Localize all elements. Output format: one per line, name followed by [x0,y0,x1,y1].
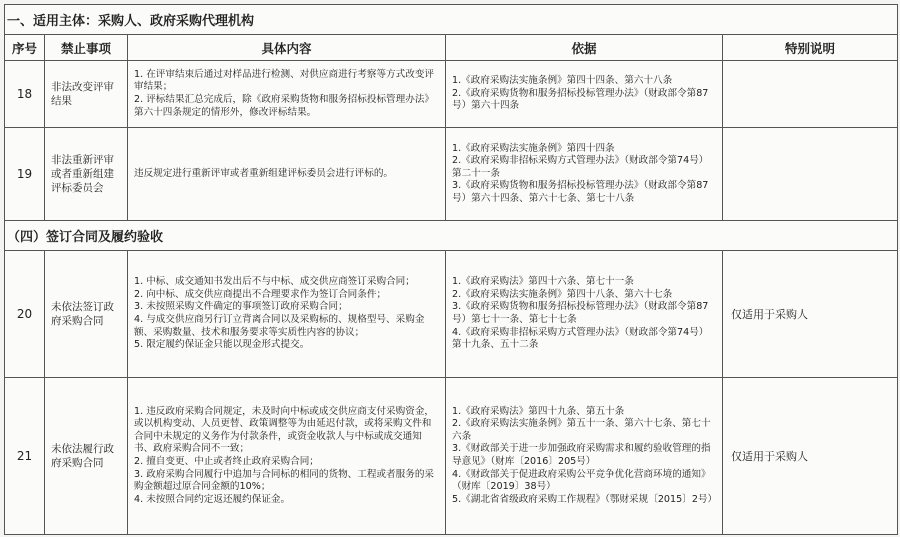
content-line: 1. 在评审结束后通过对样品进行检测、对供应商进行考察等方式改变评审结果； [134,68,435,93]
table-row [5,251,898,378]
content-line: 4. 与成交供应商另行订立背离合同以及采购标的、规格型号、采购金额、采购数量、技术和服务要求等实质性内容的协议； [134,314,425,338]
note-cell [723,128,898,221]
section-title-subject: 一、适用主体：采购人、政府采购代理机构 [5,5,898,35]
basis-line: 1.《政府采购法实施条例》第四十四条 [452,142,615,154]
content-cell [128,128,446,221]
basis-line: 2.《政府采购非招标采购方式管理办法》（财政部令第74号）第二十一条 [452,155,709,179]
basis-line: 3.《政府采购货物和服务招标投标管理办法》（财政部令第87号）第六十四条、第六十七条、第七十八条 [452,180,709,204]
row-number: 19 [5,128,45,221]
basis-cell [446,128,723,221]
prohibited-item: 未依法签订政府采购合同 [45,251,128,378]
content-line: 2. 擅自变更、中止或者终止政府采购合同； [134,456,319,467]
header-note: 特别说明 [723,35,898,61]
basis-line: 2.《政府采购法实施条例》第四十八条、第六十七条 [452,288,673,300]
note-cell [723,61,898,128]
row-number: 21 [5,378,45,535]
basis-line: 4.《财政部关于促进政府采购公平竞争优化营商环境的通知》（财库〔2019〕38号） [452,468,711,493]
table-row [5,128,898,221]
header-content: 具体内容 [128,35,446,61]
content-line: 2. 向中标、成交供应商提出不合理要求作为签订合同条件； [134,288,387,300]
content-line: 3. 政府采购合同履行中追加与合同标的相同的货物、工程或者服务的采购金额超过原合同金额的10%； [134,468,435,493]
content-line: 1. 违反政府采购合同规定，未及时向中标或成交供应商支付采购资金，或以机构变动、人员更替、政策调整等为由延迟付款，或将采购文件和合同中未规定的义务作为付款条件，或资金收款人与中标或成交通知书、政府采购合同不一致； [134,405,435,455]
section-banner-contract [5,221,898,251]
content-line: 2. 评标结果汇总完成后，除《政府采购货物和服务招标投标管理办法》第六十四条规定的情形外，修改评标结果。 [134,94,435,118]
content-cell [128,61,446,128]
prohibited-item: 未依法履行政府采购合同 [45,378,128,535]
basis-line: 2.《政府采购货物和服务招标投标管理办法》（财政部令第87号）第六十四条 [452,87,709,112]
regulation-table-sheet [4,4,897,534]
table-header-row [5,35,898,61]
content-line: 5. 限定履约保证金只能以现金形式提交。 [134,339,310,351]
basis-line: 1.《政府采购法》第四十九条、第五十条 [452,405,625,417]
basis-cell [446,251,723,378]
header-no: 序号 [5,35,45,61]
prohibited-item: 非法重新评审或者重新组建评标委员会 [45,128,128,221]
basis-cell [446,378,723,535]
content-line: 1. 中标、成交通知书发出后不与中标、成交供应商签订采购合同； [134,276,415,288]
section-title-contract: （四）签订合同及履约验收 [5,221,898,251]
prohibited-item: 非法改变评审结果 [45,61,128,128]
content-line: 违反规定进行重新评审或者重新组建评标委员会进行评标的。 [134,167,394,179]
content-cell [128,378,446,535]
basis-line: 2.《政府采购法实施条例》第五十一条、第六十七条、第七十六条 [452,418,711,442]
content-cell [128,251,446,378]
row-number: 18 [5,61,45,128]
basis-line: 3.《财政部关于进一步加强政府采购需求和履约验收管理的指导意见》（财库〔2016〕205号） [452,443,711,467]
basis-line: 5.《湖北省省级政府采购工作规程》（鄂财采规〔2015〕2号） [452,493,718,505]
note-cell: 仅适用于采购人 [723,251,898,378]
basis-cell [446,61,723,128]
basis-line: 4.《政府采购非招标采购方式管理办法》（财政部令第74号）第十九条、五十二条 [452,326,709,351]
basis-line: 1.《政府采购法实施条例》第四十四条、第六十八条 [452,75,673,87]
header-prohibited: 禁止事项 [45,35,128,61]
header-basis: 依据 [446,35,723,61]
content-line: 3. 未按照采购文件确定的事项签订政府采购合同； [134,301,348,313]
prohibited-items-table [4,4,898,535]
note-cell: 仅适用于采购人 [723,378,898,535]
row-number: 20 [5,251,45,378]
table-row [5,378,898,535]
basis-line: 3.《政府采购货物和服务招标投标管理办法》（财政部令第87号）第七十一条、第七十七条 [452,301,709,325]
basis-line: 1.《政府采购法》第四十六条、第七十一条 [452,276,634,288]
section-banner-subject [5,5,898,35]
table-row [5,61,898,128]
content-line: 4. 未按照合同约定返还履约保证金。 [134,493,291,505]
